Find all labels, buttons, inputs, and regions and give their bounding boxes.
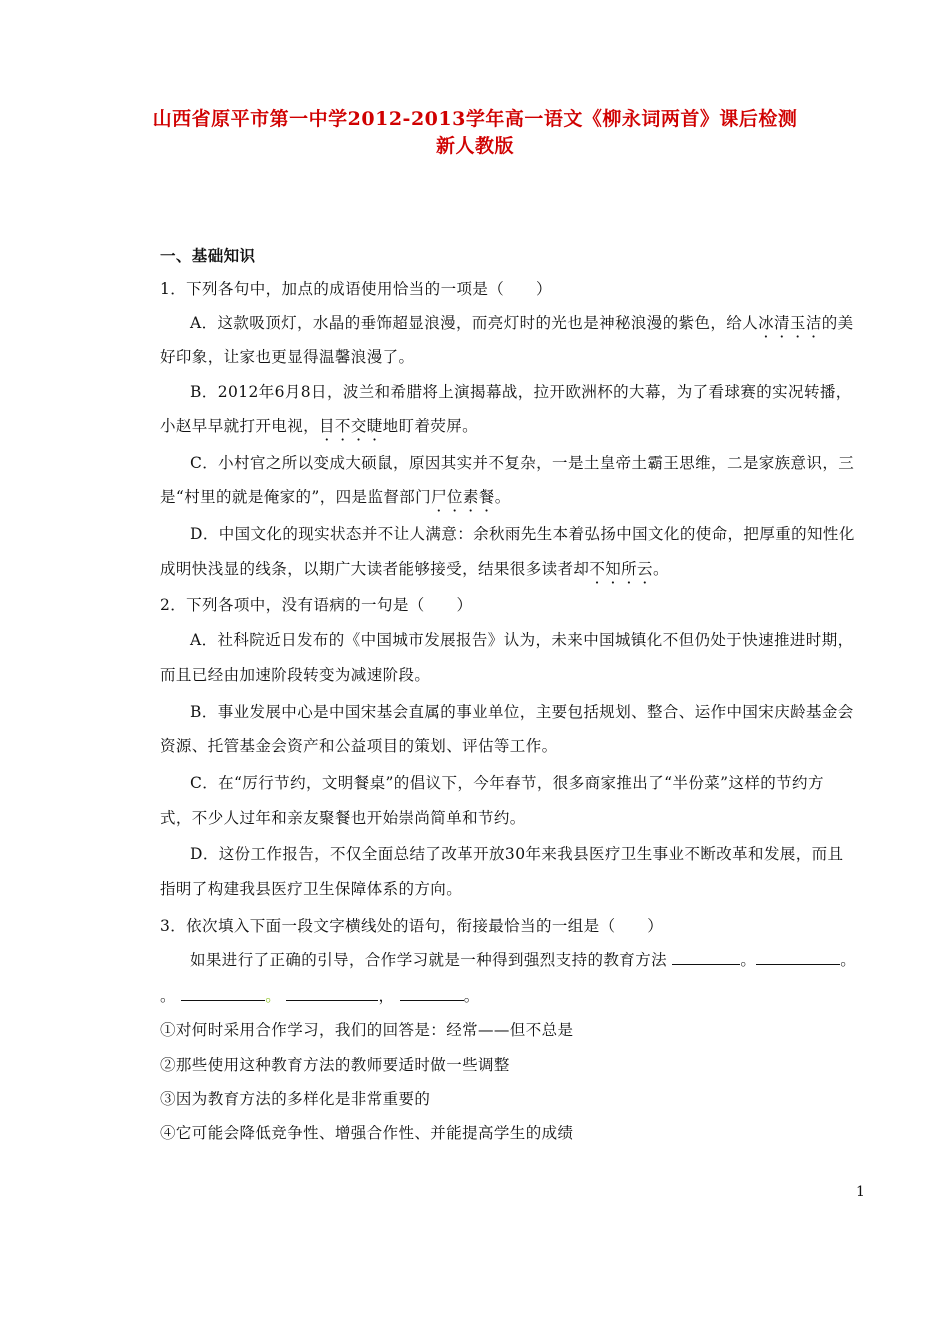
answer-blank[interactable] <box>286 986 378 1001</box>
section-heading: 一、基础知识 <box>160 246 256 265</box>
q2-option-c-line2: 式，不少人过年和亲友聚餐也开始崇尚简单和节约。 <box>160 809 526 827</box>
q1-option-b-line1: B．2012年6月8日，波兰和希腊将上演揭幕战，拉开欧洲杯的大幕，为了看球赛的实况转播， <box>190 383 852 401</box>
answer-blank[interactable] <box>181 986 265 1001</box>
dotted-char: 清 <box>774 314 790 332</box>
q2-option-c-line1: C．在“厉行节约，文明餐桌”的倡议下，今年春节，很多商家推出了“半份菜”这样的节约方 <box>190 774 824 792</box>
q1-c-text-post: 。 <box>494 488 511 506</box>
answer-blank[interactable] <box>756 950 840 965</box>
q1-a-text-pre: A．这款吸顶灯，水晶的垂饰超显浪漫，而亮灯时的光也是神秘浪漫的紫色，给人 <box>190 314 759 332</box>
dotted-char: 餐 <box>478 488 495 506</box>
q1-option-c-line1: C．小村官之所以变成大硕鼠，原因其实并不复杂，一是土皇帝土霸王思维，二是家族意识，三 <box>190 454 855 472</box>
q3-option-1: ①对何时采用合作学习，我们的回答是：经常——但不总是 <box>160 1021 574 1039</box>
q3-stem: 3．依次填入下面一段文字横线处的语句，衔接最恰当的一组是（ ） <box>160 917 664 935</box>
q3-passage-line2 <box>160 984 480 1006</box>
q1-option-a-line2: 好印象，让家也更显得温馨浪漫了。 <box>160 348 415 366</box>
punctuation: 。 <box>840 951 857 969</box>
q1-option-c-line2 <box>160 485 511 507</box>
dotted-char: 交 <box>350 417 367 435</box>
q3-option-3: ③因为教育方法的多样化是非常重要的 <box>160 1090 431 1108</box>
page-number: 1 <box>856 1184 865 1200</box>
q1-b-text-pre: 小赵早早就打开电视， <box>160 417 320 435</box>
punctuation: ， <box>378 987 395 1005</box>
dotted-char: 知 <box>605 560 622 578</box>
dotted-char: 所 <box>621 560 638 578</box>
q2-option-b-line2: 资源、托管基金会资产和公益项目的策划、评估等工作。 <box>160 737 558 755</box>
punctuation: 。 <box>160 987 176 1005</box>
dotted-char: 睫 <box>366 417 383 435</box>
q2-option-a-line1: A．社科院近日发布的《中国城市发展报告》认为，未来中国城镇化不但仍处于快速推进时期， <box>190 631 854 649</box>
q3-option-2: ②那些使用这种教育方法的教师要适时做一些调整 <box>160 1056 510 1074</box>
dotted-char: 不 <box>334 417 351 435</box>
q1-c-text-pre: 是“村里的就是俺家的”，四是监督部门 <box>160 488 432 506</box>
q2-option-b-line1: B．事业发展中心是中国宋基会直属的事业单位，主要包括规划、整合、运作中国宋庆龄基金会 <box>190 703 854 721</box>
q1-d-text-post: 。 <box>652 560 669 578</box>
q1-option-a-line1 <box>190 311 854 333</box>
q2-option-a-line2: 而且已经由加速阶段转变为减速阶段。 <box>160 666 431 684</box>
punctuation: 。 <box>463 987 480 1005</box>
q1-stem: 1．下列各句中，加点的成语使用恰当的一项是（ ） <box>160 280 552 298</box>
q1-option-d-line1: D．中国文化的现实状态并不让人满意：余秋雨先生本着弘扬中国文化的使命，把厚重的知性化 <box>190 525 855 543</box>
q3-option-4: ④它可能会降低竞争性、增强合作性、并能提高学生的成绩 <box>160 1124 574 1142</box>
q2-option-d-line2: 指明了构建我县医疗卫生保障体系的方向。 <box>160 880 463 898</box>
q1-option-b-line2 <box>160 414 478 436</box>
document-title-line2: 新人教版 <box>435 135 514 157</box>
q1-option-d-line2 <box>160 557 669 579</box>
dotted-char: 尸 <box>431 488 447 506</box>
dotted-char: 不 <box>589 560 606 578</box>
punctuation: 。 <box>740 951 757 969</box>
q3-passage-text: 如果进行了正确的引导，合作学习就是一种得到强烈支持的教育方法 <box>190 951 668 969</box>
q2-option-d-line1: D．这份工作报告，不仅全面总结了改革开放30年来我县医疗卫生事业不断改革和发展，而且 <box>190 845 844 863</box>
dotted-char: 目 <box>319 417 335 435</box>
punctuation: 。 <box>265 987 282 1005</box>
dotted-char: 冰 <box>758 314 775 332</box>
q1-b-text-post: 地盯着荧屏。 <box>382 417 479 435</box>
q1-a-text-post: 的美 <box>821 314 854 332</box>
dotted-char: 云 <box>637 560 653 578</box>
dotted-char: 位 <box>446 488 463 506</box>
answer-blank[interactable] <box>400 986 464 1001</box>
dotted-char: 洁 <box>805 314 822 332</box>
document-title-line1: 山西省原平市第一中学2012-2013学年高一语文《柳永词两首》课后检测 <box>152 108 798 130</box>
dotted-char: 玉 <box>789 314 806 332</box>
q3-passage-line1 <box>190 948 856 970</box>
dotted-char: 素 <box>462 488 479 506</box>
answer-blank[interactable] <box>672 950 740 965</box>
q1-d-text-pre: 成明快浅显的线条，以期广大读者能够接受，结果很多读者却 <box>160 560 590 578</box>
q2-stem: 2．下列各项中，没有语病的一句是（ ） <box>160 596 473 614</box>
